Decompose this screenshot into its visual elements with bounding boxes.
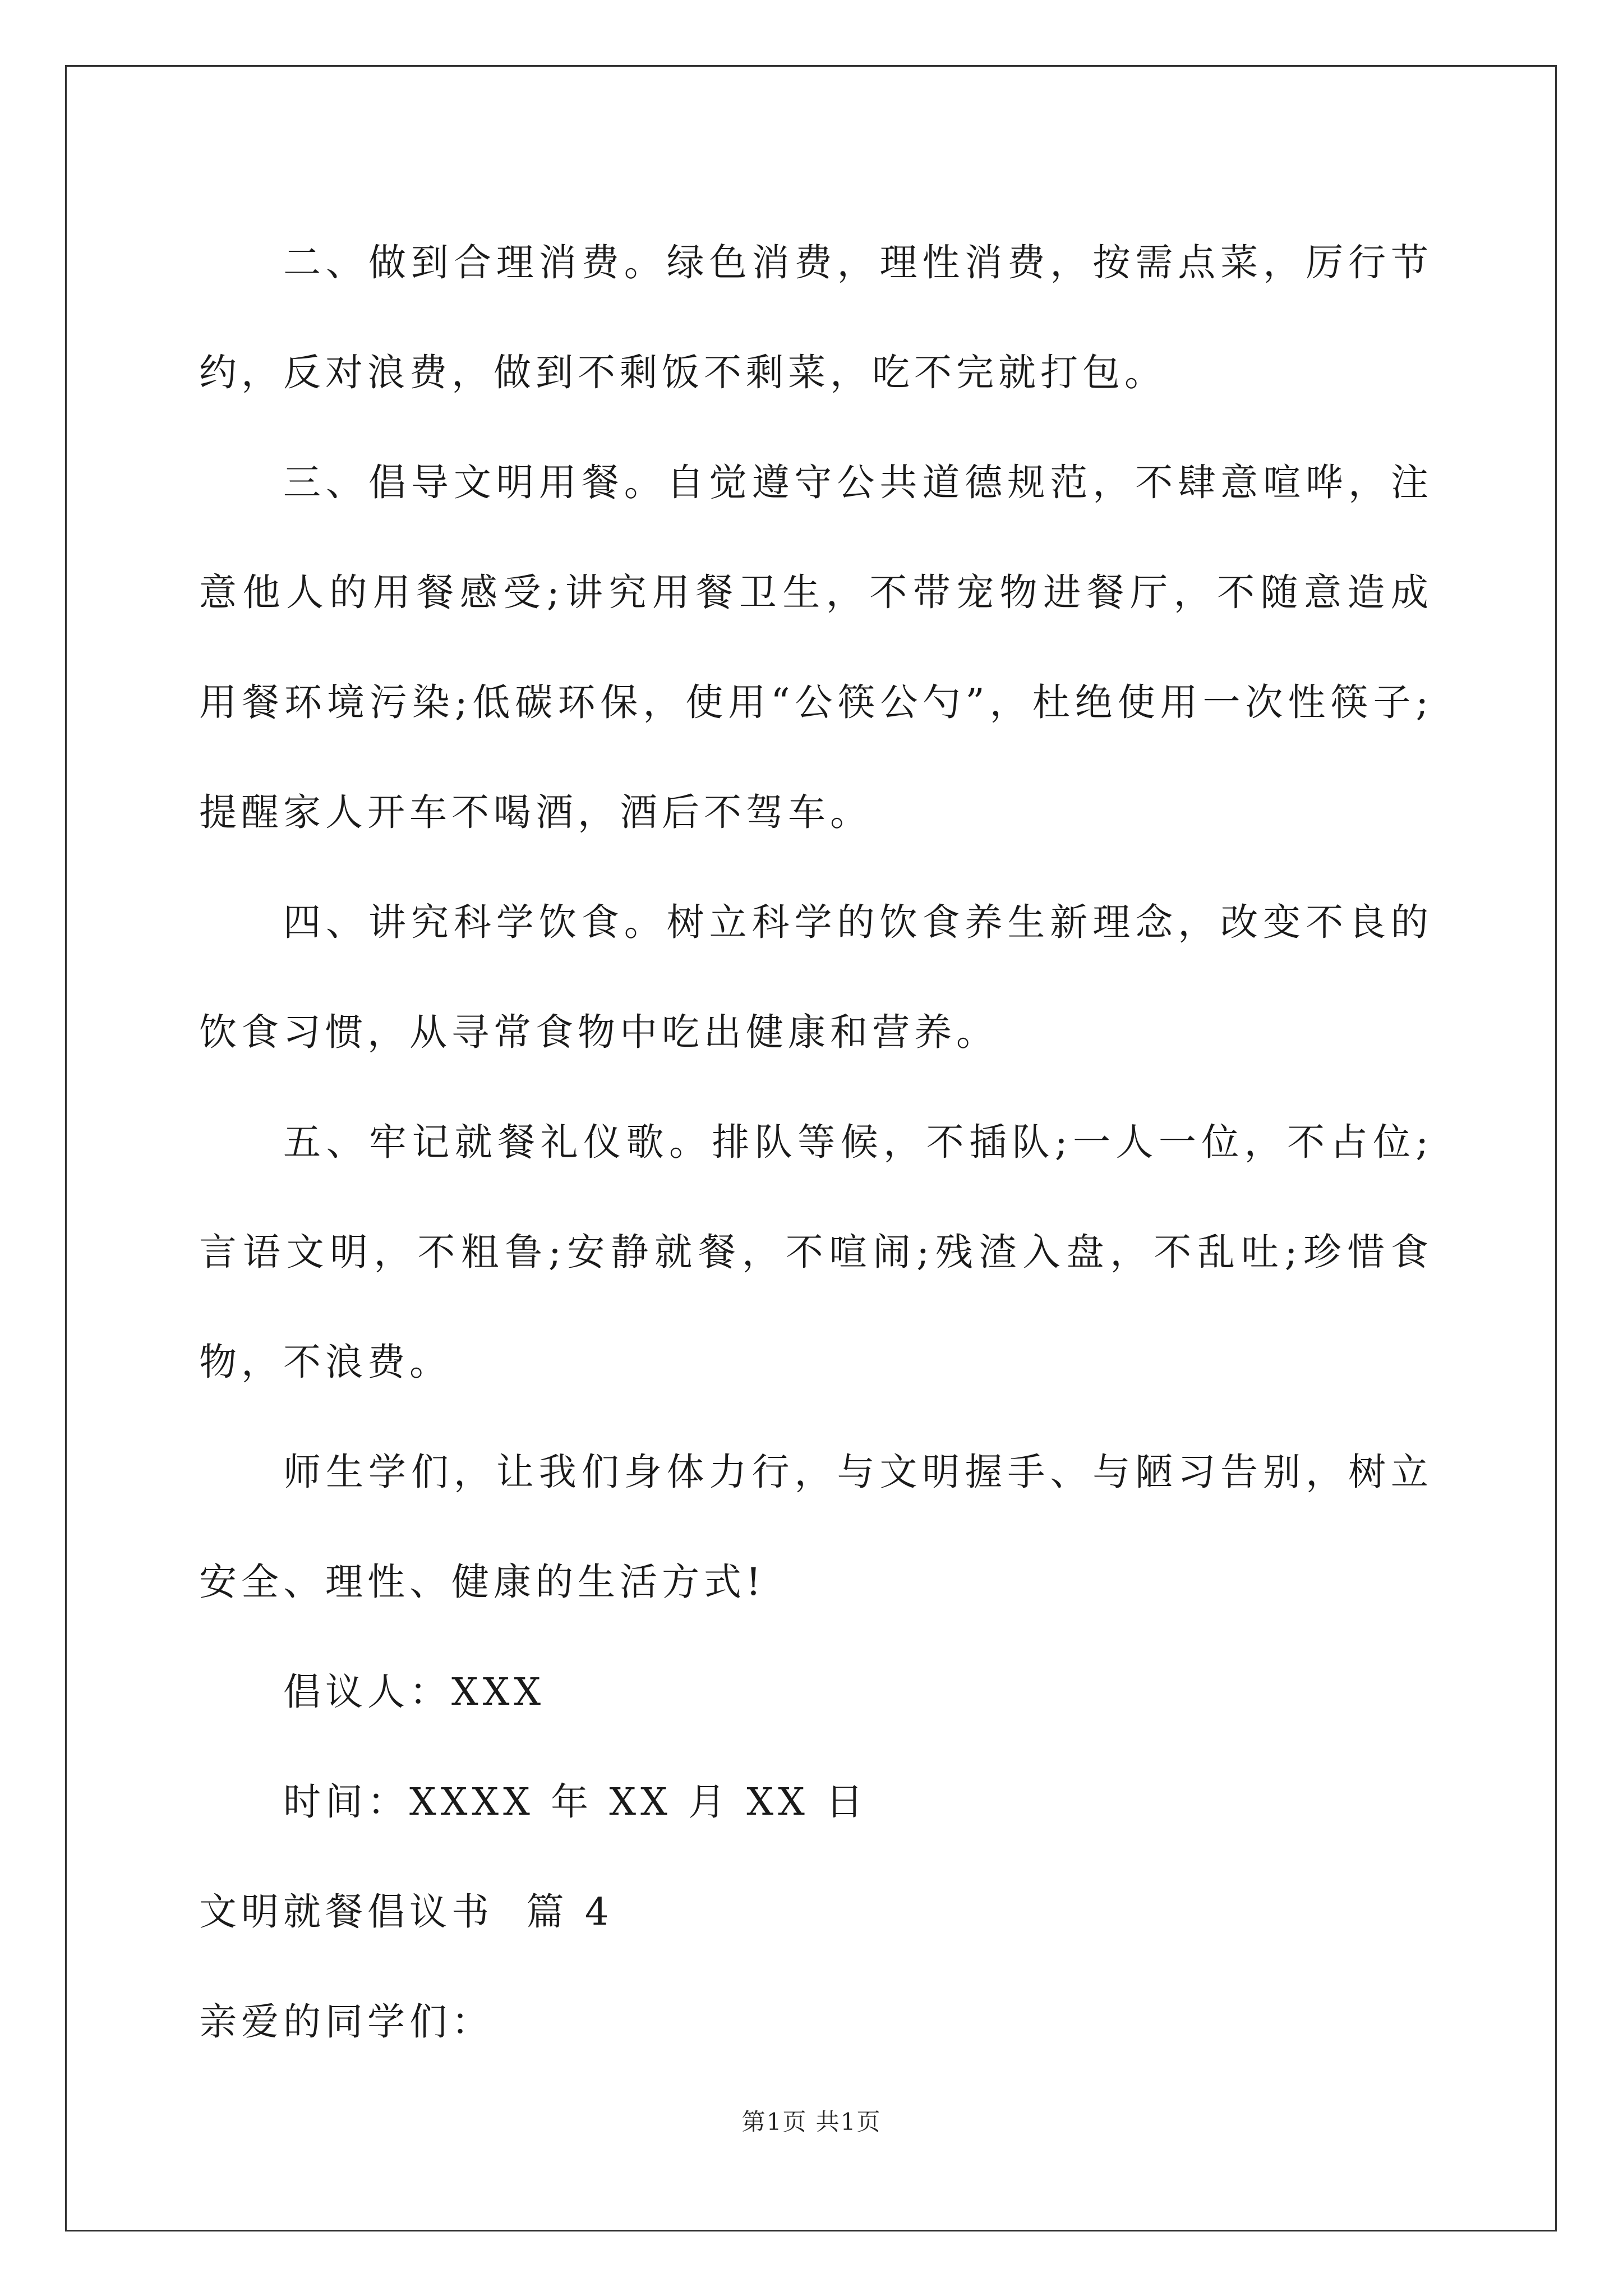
paragraph-reasonable-consumption: 二、做到合理消费。绿色消费，理性消费，按需点菜，厉行节约，反对浪费，做到不剩饭不剩菜，吃不完就打包。: [199, 241, 1433, 394]
initiator-line: 倡议人：XXX: [283, 1670, 546, 1714]
paragraph-scientific-diet: 四、讲究科学饮食。树立科学的饮食养生新理念，改变不良的饮食习惯，从寻常食物中吃出健康和营养。: [199, 900, 1433, 1054]
document-body: [199, 208, 1433, 2077]
paragraph-civilized-dining: 三、倡导文明用餐。自觉遵守公共道德规范，不肆意喧哗，注意他人的用餐感受;讲究用餐卫生，不带宠物进餐厅，不随意造成用餐环境污染;低碳环保，使用“公筷公勺”，杜绝使用一次性筷子;提醒家人开车不喝酒，酒后不驾车。: [199, 461, 1433, 834]
page-footer: 第1页 共1页: [741, 2108, 882, 2136]
date-line: 时间：XXXX 年 XX 月 XX 日: [283, 1780, 868, 1824]
paragraph-closing-call: 师生学们，让我们身体力行，与文明握手、与陋习告别，树立安全、理性、健康的生活方式!: [199, 1450, 1433, 1604]
salutation: 亲爱的同学们：: [199, 2000, 494, 2044]
paragraph-dining-etiquette: 五、牢记就餐礼仪歌。排队等候，不插队;一人一位，不占位;言语文明，不粗鲁;安静就餐，不喧闹;残渣入盘，不乱吐;珍惜食物，不浪费。: [199, 1120, 1433, 1384]
section-heading: 文明就餐倡议书 篇 4: [199, 1890, 614, 1934]
